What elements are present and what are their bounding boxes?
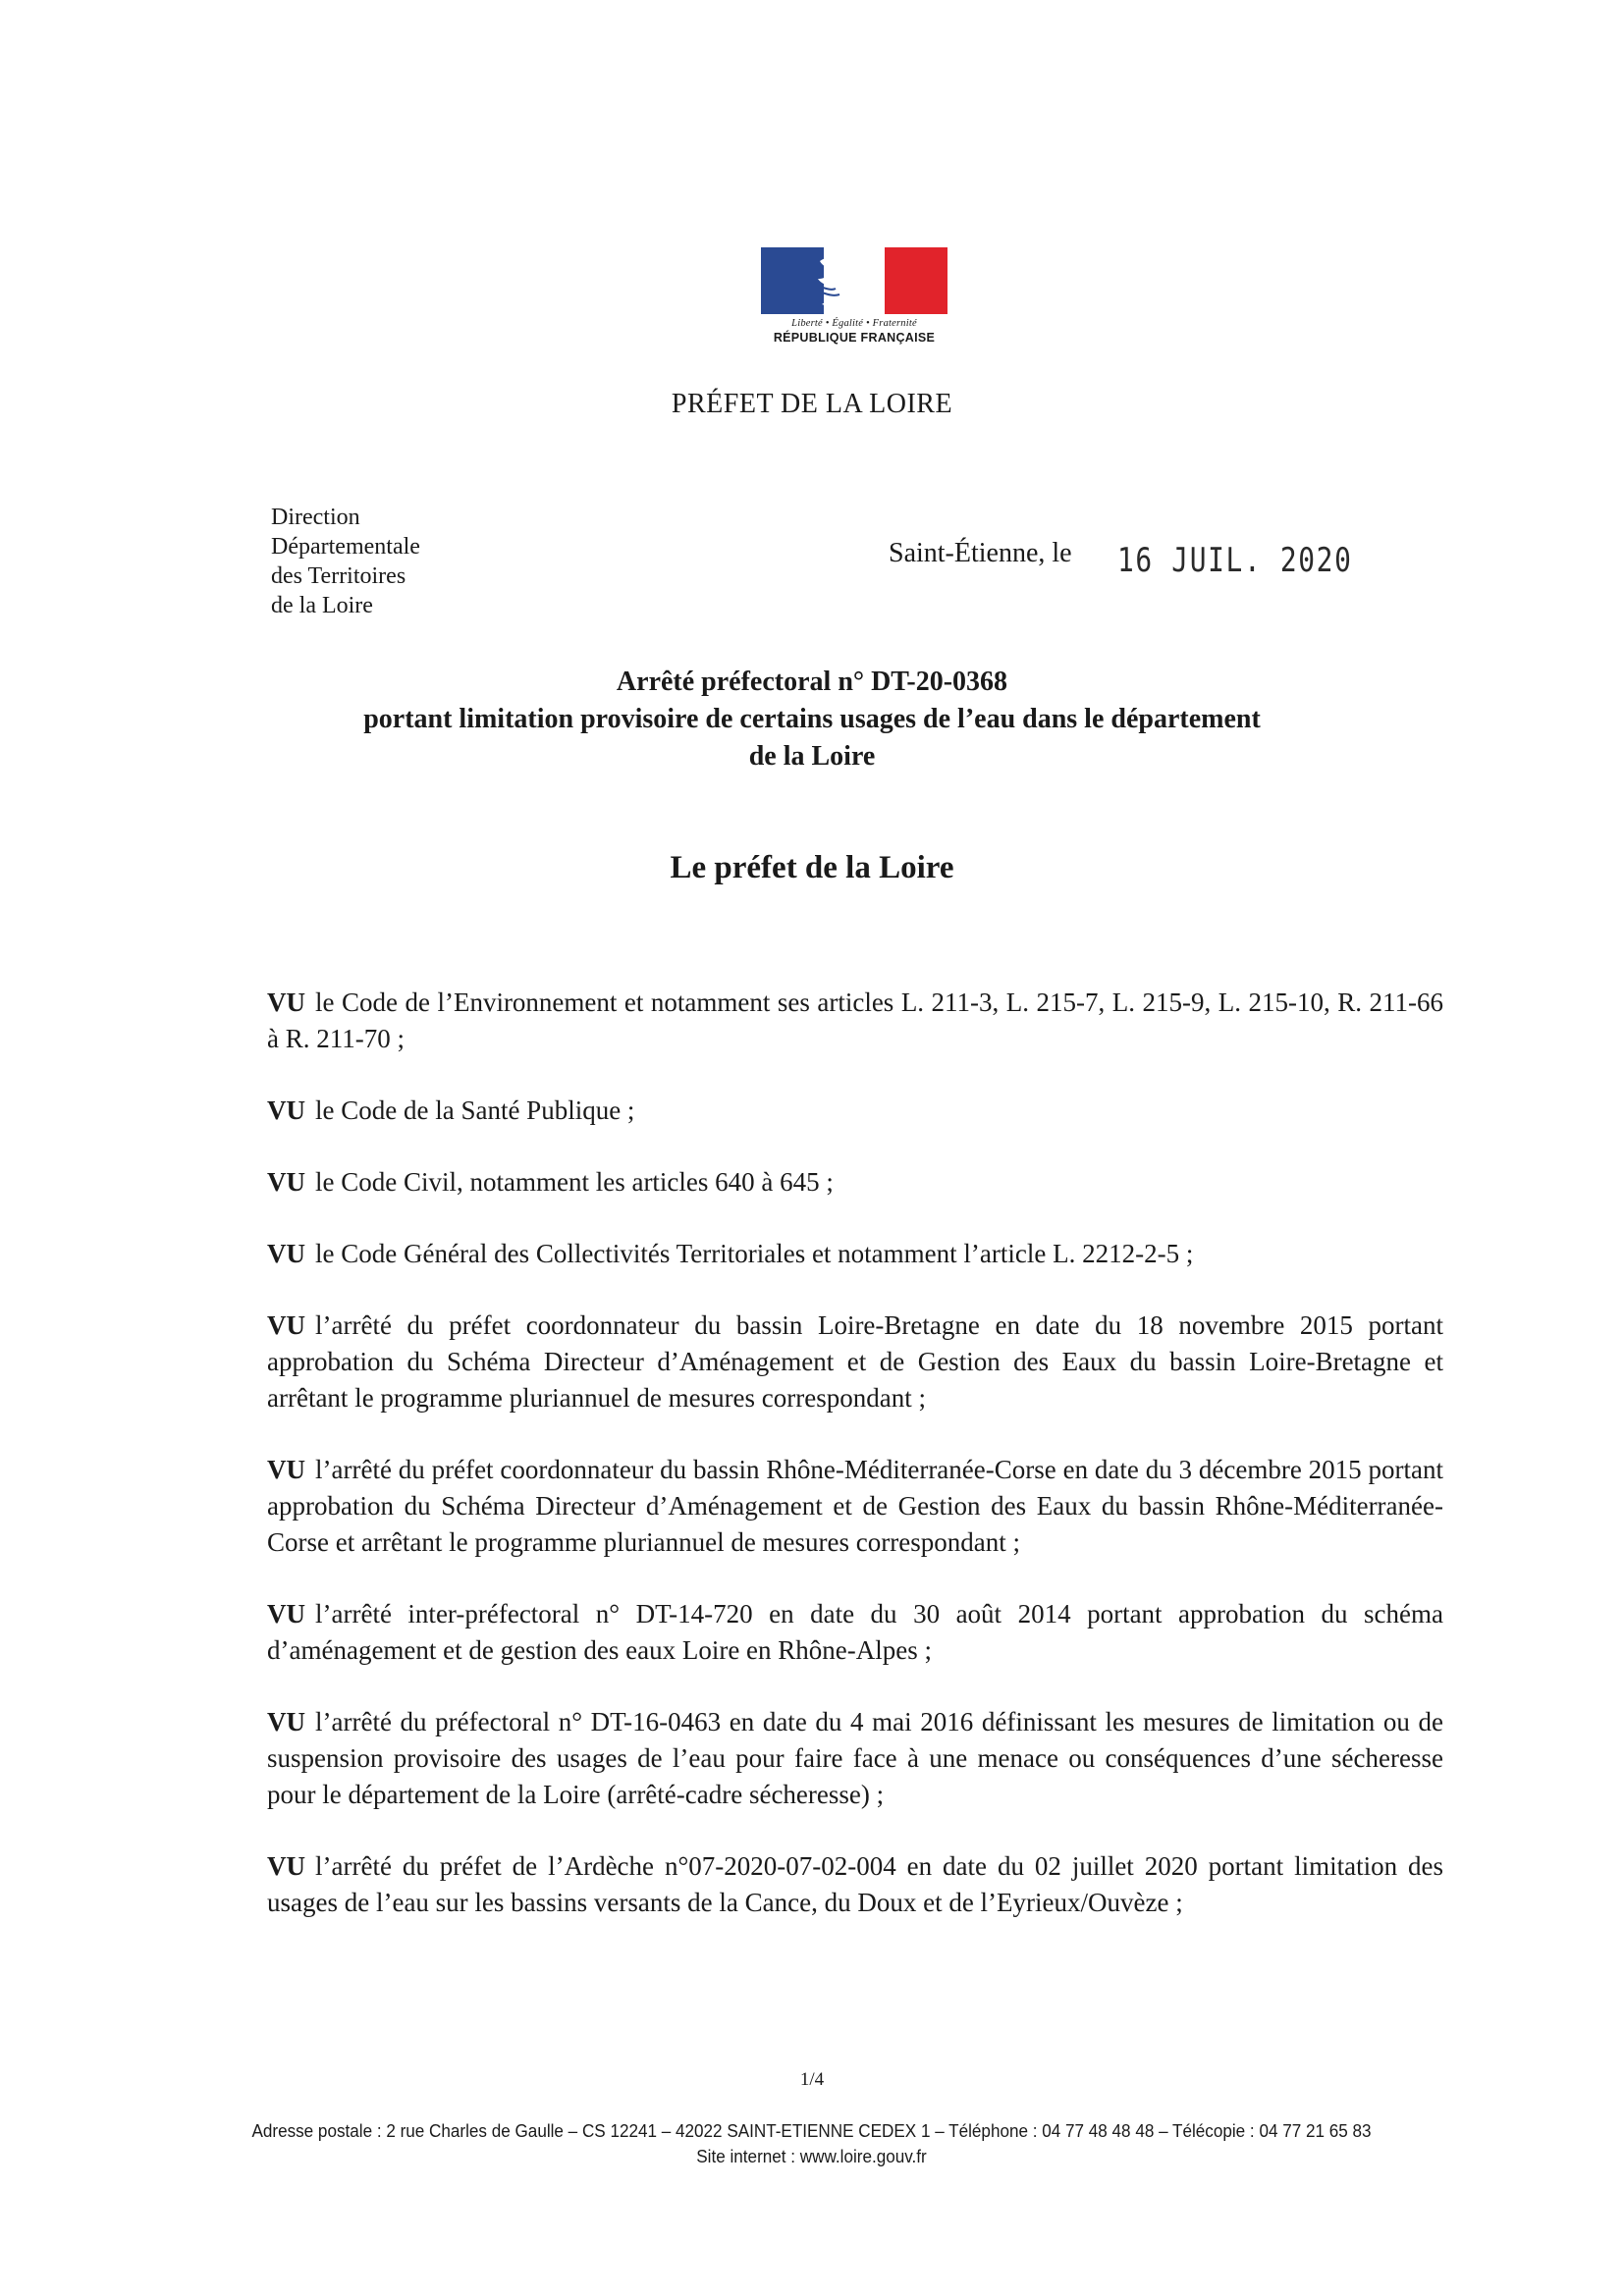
direction-line: Départementale (271, 534, 420, 560)
considerant-text: l’arrêté inter-préfectoral n° DT-14-720 en date du 30 août 2014 portant approbation du schéma d’aménagement et de gestion des eaux Loire en Rhône-Alpes ; (267, 1599, 1443, 1665)
prefet-header: PRÉFET DE LA LOIRE (671, 389, 953, 419)
date-stamp: 16 JUIL. 2020 (1117, 541, 1353, 580)
vu-label: VU (267, 1707, 305, 1736)
prefet-title: Le préfet de la Loire (670, 850, 954, 885)
considerant-paragraph (267, 1164, 1443, 1201)
republique-francaise-logo (761, 247, 947, 345)
considerant-text: le Code Civil, notamment les articles 640 à 645 ; (315, 1167, 834, 1197)
considerant-paragraph (267, 1704, 1443, 1813)
direction-block (271, 503, 420, 620)
footer-address: Adresse postale : 2 rue Charles de Gaulle – CS 12241 – 42022 SAINT-ETIENNE CEDEX 1 – Téléphone : 04 77 48 48 48 – Télécopie : 04 77 21 65 83 (251, 2121, 1372, 2141)
considerant-paragraph (267, 1236, 1443, 1272)
vu-label: VU (267, 1455, 305, 1484)
considerants-list (267, 985, 1443, 1956)
considerant-paragraph (267, 1848, 1443, 1921)
vu-label: VU (267, 1851, 305, 1881)
considerant-text: le Code Général des Collectivités Territoriales et notamment l’article L. 2212-2-5 ; (315, 1239, 1194, 1268)
considerant-text: l’arrêté du préfectoral n° DT-16-0463 en date du 4 mai 2016 définissant les mesures de limitation ou de suspension provisoire des usages de l’eau pour faire face à une menace ou conséquences d’une sécheresse pour le département de la Loire (arrêté-cadre sécheresse) ; (267, 1707, 1443, 1809)
considerant-paragraph (267, 1093, 1443, 1129)
marianne-flag-icon (761, 247, 947, 314)
vu-label: VU (267, 1310, 305, 1340)
decree-title (0, 664, 1624, 775)
considerant-text: l’arrêté du préfet coordonnateur du bassin Rhône-Méditerranée-Corse en date du 3 décembre 2015 portant approbation du Schéma Directeur d’Aménagement et de Gestion des Eaux du bassin Rhône-Méditerranée-Corse et arrêtant le programme pluriannuel de mesures correspondant ; (267, 1455, 1443, 1557)
page-number: 1/4 (799, 2069, 825, 2090)
considerant-text: le Code de l’Environnement et notamment ses articles L. 211-3, L. 215-7, L. 215-9, L. 215-10, R. 211-66 à R. 211-70 ; (267, 988, 1443, 1053)
considerant-paragraph (267, 985, 1443, 1057)
vu-label: VU (267, 1599, 305, 1629)
considerant-text: l’arrêté du préfet coordonnateur du bassin Loire-Bretagne en date du 18 novembre 2015 portant approbation du Schéma Directeur d’Aménagement et de Gestion des Eaux du bassin Loire-Bretagne et arrêtant le programme pluriannuel de mesures correspondant ; (267, 1310, 1443, 1413)
decree-title-line: de la Loire (748, 741, 876, 772)
vu-label: VU (267, 1095, 305, 1125)
footer-website: Site internet : www.loire.gouv.fr (696, 2147, 927, 2166)
decree-title-line: portant limitation provisoire de certains usages de l’eau dans le département (363, 704, 1261, 734)
decree-title-line: Arrêté préfectoral n° DT-20-0368 (616, 667, 1008, 697)
vu-label: VU (267, 988, 305, 1017)
considerant-text: l’arrêté du préfet de l’Ardèche n°07-2020-07-02-004 en date du 02 juillet 2020 portant limitation des usages de l’eau sur les bassins versants de la Cance, du Doux et de l’Eyrieux/Ouvèze ; (267, 1851, 1443, 1917)
logo-motto: Liberté • Égalité • Fraternité (791, 318, 917, 329)
considerant-text: le Code de la Santé Publique ; (315, 1095, 635, 1125)
logo-republique: RÉPUBLIQUE FRANÇAISE (773, 331, 936, 345)
direction-line: de la Loire (271, 593, 373, 618)
vu-label: VU (267, 1167, 305, 1197)
direction-line: des Territoires (271, 563, 406, 589)
footer (0, 2118, 1623, 2169)
considerant-paragraph (267, 1452, 1443, 1561)
vu-label: VU (267, 1239, 305, 1268)
considerant-paragraph (267, 1596, 1443, 1669)
considerant-paragraph (267, 1308, 1443, 1416)
dateline-place: Saint-Étienne, le (889, 538, 1072, 568)
direction-line: Direction (271, 505, 360, 530)
